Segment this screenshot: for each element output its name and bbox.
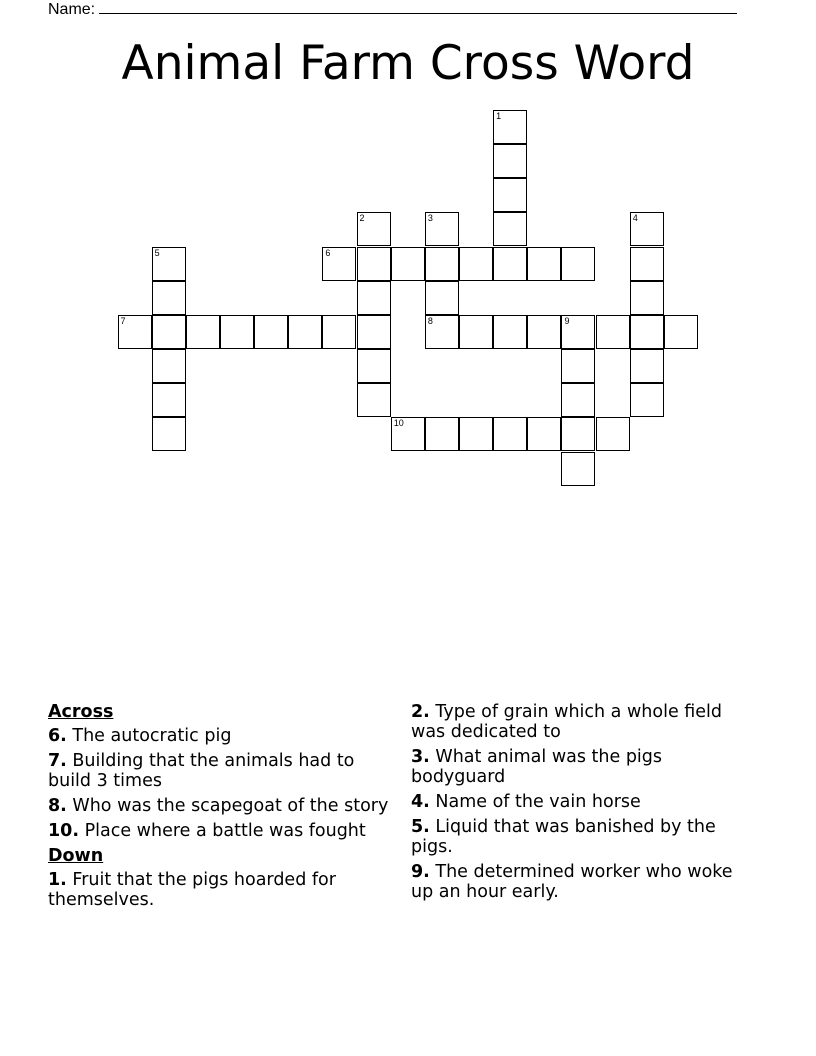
grid-cell[interactable] [493, 144, 527, 178]
grid-cell[interactable] [664, 315, 698, 349]
cell-number: 6 [325, 247, 331, 258]
cell-number: 10 [393, 418, 404, 429]
grid-cell[interactable] [220, 315, 254, 349]
grid-cell[interactable] [357, 315, 391, 349]
grid-cell[interactable] [527, 247, 561, 281]
grid-cell[interactable] [288, 315, 322, 349]
grid-cell[interactable] [630, 315, 664, 349]
grid-cell[interactable] [493, 247, 527, 281]
grid-cell[interactable] [630, 383, 664, 417]
grid-cell[interactable] [322, 315, 356, 349]
name-label: Name: [48, 1, 96, 18]
grid-cell[interactable] [357, 281, 391, 315]
grid-cell[interactable] [493, 212, 527, 246]
grid-cell[interactable] [425, 247, 459, 281]
cell-number: 3 [427, 213, 433, 224]
grid-cell[interactable] [493, 178, 527, 212]
grid-cell[interactable] [322, 247, 356, 281]
grid-cell[interactable] [152, 247, 186, 281]
clue-number: 6. [48, 726, 67, 746]
clue-text: Place where a battle was fought [84, 821, 366, 841]
grid-cell[interactable] [425, 281, 459, 315]
grid-cell[interactable] [391, 247, 425, 281]
grid-cell[interactable] [152, 315, 186, 349]
clue-number: 3. [411, 747, 430, 767]
clue-text: Type of grain which a whole field was dedicated to [411, 702, 723, 742]
clue-text: The determined worker who woke up an hour early. [411, 862, 733, 902]
cell-number: 7 [120, 315, 126, 326]
clue-across-7 [48, 751, 398, 791]
grid-cell[interactable] [425, 212, 459, 246]
grid-cell[interactable] [493, 417, 527, 451]
grid-cell[interactable] [561, 315, 595, 349]
grid-cell[interactable] [527, 315, 561, 349]
grid-cell[interactable] [561, 383, 595, 417]
cell-number: 4 [632, 213, 638, 224]
clue-number: 4. [411, 792, 430, 812]
clue-number: 7. [48, 751, 67, 771]
grid-cell[interactable] [254, 315, 288, 349]
clues-left-column [48, 702, 398, 915]
clue-text: Name of the vain horse [435, 792, 641, 812]
clue-down-5 [411, 817, 756, 857]
grid-cell[interactable] [630, 247, 664, 281]
clue-down-2 [411, 702, 756, 742]
grid-cell[interactable] [425, 417, 459, 451]
grid-cell[interactable] [357, 349, 391, 383]
cell-number: 9 [564, 315, 570, 326]
grid-cell[interactable] [493, 315, 527, 349]
grid-cell[interactable] [357, 383, 391, 417]
clue-text: Liquid that was banished by the pigs. [411, 817, 716, 857]
grid-cell[interactable] [357, 212, 391, 246]
clue-down-3 [411, 747, 756, 787]
clue-number: 1. [48, 870, 67, 890]
cell-number: 2 [359, 213, 365, 224]
grid-cell[interactable] [561, 452, 595, 486]
grid-cell[interactable] [630, 281, 664, 315]
crossword-grid [0, 0, 816, 500]
across-heading: Across [48, 702, 114, 722]
grid-cell[interactable] [357, 247, 391, 281]
clue-number: 2. [411, 702, 430, 722]
clue-text: Building that the animals had to build 3 times [48, 751, 355, 791]
clue-across-6 [48, 726, 398, 746]
grid-cell[interactable] [630, 349, 664, 383]
cell-number: 1 [496, 111, 502, 121]
grid-cell[interactable] [527, 417, 561, 451]
clues-right-column [411, 702, 756, 907]
grid-cell[interactable] [118, 315, 152, 349]
clue-text: Fruit that the pigs hoarded for themselves. [48, 870, 336, 910]
grid-cell[interactable] [561, 417, 595, 451]
clue-number: 9. [411, 862, 430, 882]
grid-cell[interactable] [152, 383, 186, 417]
clue-number: 8. [48, 796, 67, 816]
grid-cell[interactable] [630, 212, 664, 246]
grid-cell[interactable] [493, 110, 527, 144]
grid-cell[interactable] [186, 315, 220, 349]
clue-text: The autocratic pig [72, 726, 232, 746]
clue-text: What animal was the pigs bodyguard [411, 747, 663, 787]
clue-text: Who was the scapegoat of the story [72, 796, 389, 816]
clue-across-10 [48, 821, 398, 841]
clue-down-4 [411, 792, 756, 812]
cell-number: 5 [154, 247, 160, 258]
clue-across-8 [48, 796, 398, 816]
grid-cell[interactable] [152, 417, 186, 451]
clue-down-9 [411, 862, 756, 902]
grid-cell[interactable] [596, 417, 630, 451]
grid-cell[interactable] [596, 315, 630, 349]
page-title: Animal Farm Cross Word [121, 36, 695, 91]
grid-cell[interactable] [459, 417, 493, 451]
clue-number: 5. [411, 817, 430, 837]
grid-cell[interactable] [459, 247, 493, 281]
grid-cell[interactable] [152, 349, 186, 383]
clue-down-1 [48, 870, 398, 910]
cell-number: 8 [427, 315, 433, 326]
grid-cell[interactable] [425, 315, 459, 349]
grid-cell[interactable] [391, 417, 425, 451]
clue-number: 10. [48, 821, 80, 841]
grid-cell[interactable] [152, 281, 186, 315]
grid-cell[interactable] [459, 315, 493, 349]
grid-cell[interactable] [561, 349, 595, 383]
grid-cell[interactable] [561, 247, 595, 281]
down-heading: Down [48, 846, 104, 866]
